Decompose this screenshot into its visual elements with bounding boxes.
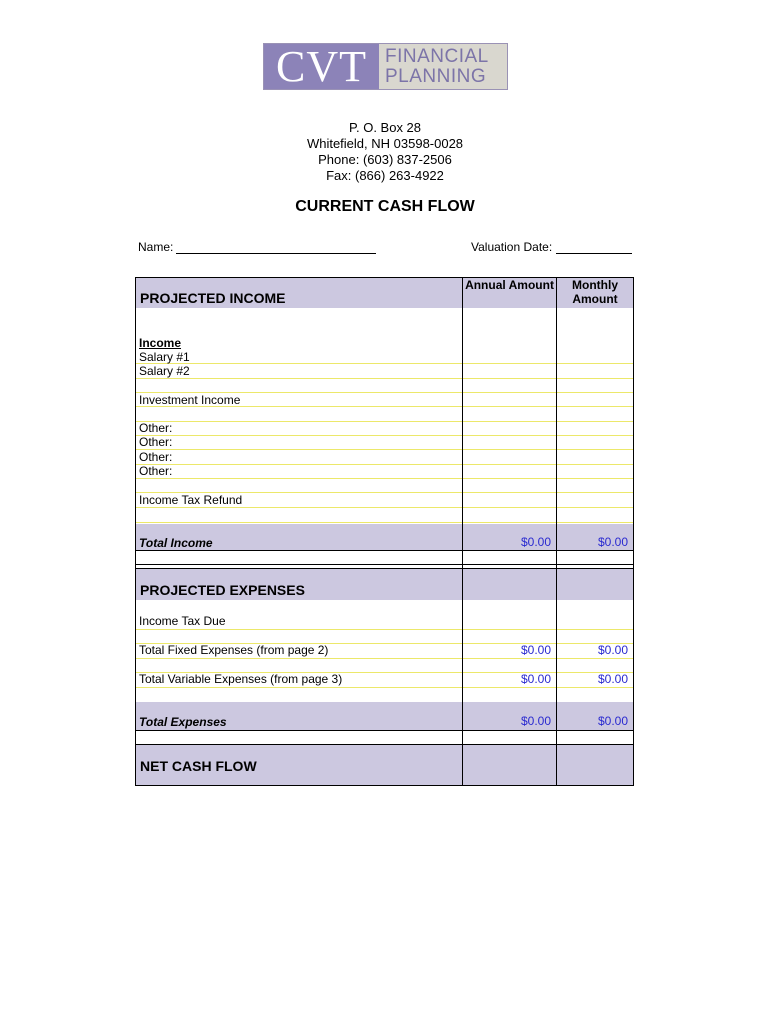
income-label: Income xyxy=(139,336,182,350)
logo-cvt-text: CVT xyxy=(264,44,379,89)
logo-line-financial: FINANCIAL xyxy=(385,45,489,67)
variable-expenses-monthly: $0.00 xyxy=(597,672,628,686)
total-income-annual: $0.00 xyxy=(520,535,551,549)
salary-2-label: Salary #2 xyxy=(139,364,190,378)
section-divider xyxy=(136,550,633,551)
section-divider xyxy=(136,568,633,569)
total-income-monthly: $0.00 xyxy=(597,535,628,549)
valuation-date-label: Valuation Date: xyxy=(471,240,553,254)
fixed-expenses-monthly: $0.00 xyxy=(597,643,628,657)
income-tax-refund-label: Income Tax Refund xyxy=(139,493,243,507)
row-divider xyxy=(136,687,633,688)
row-divider xyxy=(136,507,633,508)
other-label-4: Other: xyxy=(139,464,173,478)
monthly-amount-header: Monthly Amount xyxy=(572,278,618,306)
row-divider xyxy=(136,658,633,659)
other-label-3: Other: xyxy=(139,450,173,464)
logo-line-planning: PLANNING xyxy=(385,65,487,87)
section-divider xyxy=(136,564,633,565)
income-tax-due-label: Income Tax Due xyxy=(139,614,226,628)
valuation-date-field[interactable] xyxy=(556,253,632,254)
variable-expenses-annual: $0.00 xyxy=(520,672,551,686)
total-expenses-label: Total Expenses xyxy=(139,715,227,729)
address-line-2: Whitefield, NH 03598-0028 xyxy=(306,136,464,151)
total-income-label: Total Income xyxy=(139,536,213,550)
total-expenses-annual: $0.00 xyxy=(520,714,551,728)
logo-subtitle xyxy=(379,44,507,89)
name-field[interactable] xyxy=(176,253,376,254)
address-line-1: P. O. Box 28 xyxy=(348,120,422,135)
row-divider xyxy=(136,522,633,523)
row-divider xyxy=(136,478,633,479)
column-divider xyxy=(462,278,463,785)
row-divider xyxy=(136,421,633,422)
salary-1-label: Salary #1 xyxy=(139,350,190,364)
annual-amount-header: Annual Amount xyxy=(465,278,554,292)
net-cash-flow-heading: NET CASH FLOW xyxy=(140,758,257,774)
phone-line: Phone: (603) 837-2506 xyxy=(318,152,452,167)
row-divider xyxy=(136,629,633,630)
variable-expenses-label: Total Variable Expenses (from page 3) xyxy=(139,672,343,686)
fixed-expenses-label: Total Fixed Expenses (from page 2) xyxy=(139,643,329,657)
page-title: CURRENT CASH FLOW xyxy=(295,198,475,215)
other-label-1: Other: xyxy=(139,421,173,435)
row-divider xyxy=(136,449,633,450)
company-logo xyxy=(263,43,508,90)
total-expenses-monthly: $0.00 xyxy=(597,714,628,728)
name-label: Name: xyxy=(138,240,174,254)
projected-expenses-heading: PROJECTED EXPENSES xyxy=(140,582,305,598)
row-divider xyxy=(136,464,633,465)
fixed-expenses-annual: $0.00 xyxy=(520,643,551,657)
row-divider xyxy=(136,435,633,436)
investment-income-label: Investment Income xyxy=(139,393,241,407)
cash-flow-table xyxy=(135,277,634,786)
column-divider xyxy=(556,278,557,785)
section-divider xyxy=(136,730,633,731)
projected-income-heading: PROJECTED INCOME xyxy=(140,290,286,306)
fax-line: Fax: (866) 263-4922 xyxy=(326,168,444,183)
other-label-2: Other: xyxy=(139,435,173,449)
row-divider xyxy=(136,363,633,364)
row-divider xyxy=(136,378,633,379)
section-divider xyxy=(136,744,633,745)
